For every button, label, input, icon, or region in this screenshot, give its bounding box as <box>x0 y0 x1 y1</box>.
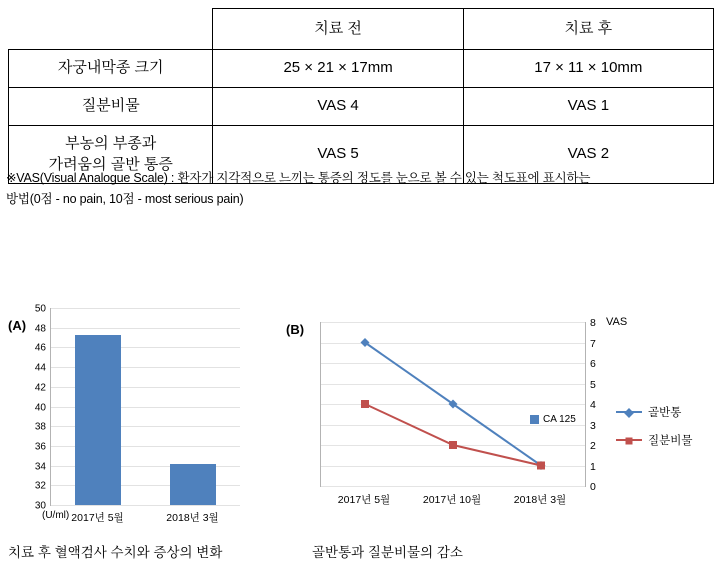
table-row <box>9 88 714 126</box>
legend-line-pelvic-pain-icon <box>616 411 642 413</box>
chart-b-y-tick-label: 7 <box>590 337 596 350</box>
chart-b-panel-label: (B) <box>286 322 305 337</box>
chart-a-y-tick-label: 44 <box>34 362 46 374</box>
row-label-endometrioma-size: 자궁내막종 크기 <box>9 50 213 88</box>
chart-b-plot-area <box>320 317 596 493</box>
table-header-row <box>9 9 714 50</box>
chart-b-vas-axis-label: VAS <box>606 316 628 328</box>
chart-a-plot-area <box>34 303 240 512</box>
chart-a-y-tick-label: 42 <box>34 382 46 394</box>
chart-a-bar <box>170 464 216 505</box>
results-table-wrap <box>8 8 714 184</box>
chart-b-y-tick-label: 8 <box>590 317 596 329</box>
vas-footnote-line2: 방법(0점 - no pain, 10점 - most serious pain) <box>6 192 244 207</box>
chart-a-gridline <box>34 323 240 335</box>
chart-a-y-tick-label: 38 <box>34 421 46 433</box>
legend-line-discharge-icon <box>616 439 642 441</box>
chart-a-y-tick-label: 32 <box>34 480 46 492</box>
row-label-pelvic-pain-line1: 부농의 부종과 <box>65 135 157 153</box>
vas-footnote-line1: ※VAS(Visual Analogue Scale) : 환자가 지각적으로 느끼는 통증의 정도를 눈으로 볼 수 있는 척도표에 표시하는 <box>6 171 591 185</box>
legend-swatch-ca125-icon <box>530 415 539 424</box>
chart-a-x-tick-labels <box>50 510 240 525</box>
chart-b-y-tick-label: 0 <box>590 481 596 493</box>
chart-b-x-tick: 2017년 10월 <box>422 494 482 506</box>
chart-a-panel-label: (A) <box>8 318 27 333</box>
chart-a-y-tick-label: 40 <box>34 402 46 413</box>
chart-b-legend <box>616 404 692 460</box>
chart-a-y-tick-label: 50 <box>34 303 46 315</box>
chart-b-y-tick-label: 3 <box>590 419 596 432</box>
chart-b-legend-label: 골반통 <box>648 407 682 419</box>
chart-a-gridline <box>34 500 240 512</box>
chart-a-y-tick-label: 48 <box>34 323 46 335</box>
row-after-pelvic-pain: VAS 2 <box>463 126 713 184</box>
chart-b-y-tick-label: 4 <box>590 399 596 411</box>
chart-a-bar <box>75 335 121 505</box>
row-after-endometrioma-size: 17 × 11 × 10mm <box>463 50 713 88</box>
table-header-blank <box>9 9 213 50</box>
vas-footnote <box>6 168 720 211</box>
chart-b-y-tick-label: 1 <box>590 460 596 473</box>
table-header-before: 치료 전 <box>213 9 463 50</box>
chart-a-unit-label: (U/ml) <box>42 510 70 521</box>
table-header-after: 치료 후 <box>463 9 713 50</box>
chart-a-y-tick-label: 30 <box>34 500 46 512</box>
chart-b-x-tick: 2018년 3월 <box>513 494 567 506</box>
table-row <box>9 50 714 88</box>
chart-a-y-tick-label: 46 <box>34 342 46 354</box>
row-label-pelvic-pain-line2: 가려움의 골반 통증 <box>48 155 173 173</box>
chart-b <box>286 300 723 560</box>
chart-b-gridline <box>321 481 596 493</box>
row-label-discharge: 질분비물 <box>9 88 213 126</box>
chart-a-x-tick: 2017년 5월 <box>71 512 124 524</box>
chart-b-series-layer <box>321 322 585 486</box>
chart-a-caption: 치료 후 혈액검사 수치와 증상의 변화 <box>8 545 223 560</box>
chart-a-legend-label: CA 125 <box>543 414 576 425</box>
chart-b-legend-label: 질분비물 <box>648 435 693 447</box>
row-before-endometrioma-size: 25 × 21 × 17mm <box>213 50 463 88</box>
chart-a-gridline <box>34 303 240 315</box>
chart-b-caption: 골반통과 질분비물의 감소 <box>312 545 463 560</box>
chart-b-y-tick-label: 6 <box>590 358 596 370</box>
chart-b-y-tick-label: 5 <box>590 378 596 391</box>
row-before-discharge: VAS 4 <box>213 88 463 126</box>
chart-a <box>6 300 286 560</box>
chart-a-x-tick: 2018년 3월 <box>166 512 219 524</box>
chart-a-y-tick-label: 36 <box>34 441 46 453</box>
chart-b-x-tick: 2017년 5월 <box>337 494 391 506</box>
chart-a-y-tick-label: 34 <box>34 461 46 473</box>
chart-a-legend <box>530 414 576 425</box>
chart-b-legend-item <box>616 404 692 420</box>
results-table <box>8 8 714 184</box>
row-before-pelvic-pain: VAS 5 <box>213 126 463 184</box>
chart-b-y-tick-label: 2 <box>590 440 596 452</box>
row-after-discharge: VAS 1 <box>463 88 713 126</box>
chart-b-legend-item <box>616 432 692 448</box>
